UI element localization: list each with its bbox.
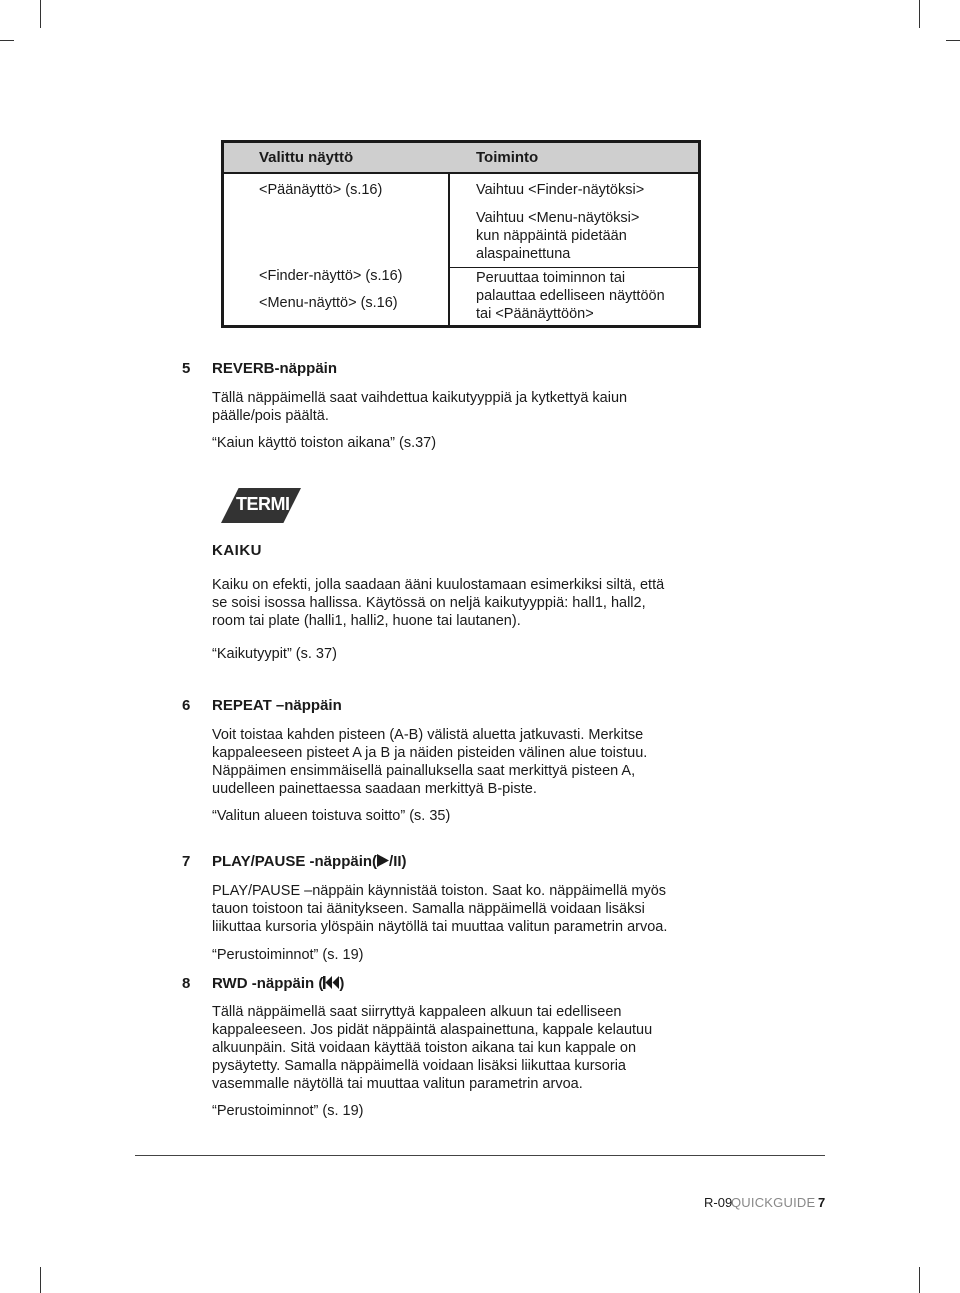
termi-badge-label: TERMI <box>236 494 290 514</box>
paragraph-line: Voit toistaa kahden pisteen (A-B) välistä aluetta jatkuvasti. Merkitse <box>212 727 644 743</box>
paragraph-line: alkuunpäin. Sitä voidaan käyttää toiston aikana tai kun kappale on <box>212 1040 637 1056</box>
crop-mark <box>919 1267 920 1293</box>
play-icon <box>377 854 389 867</box>
section-heading: REVERB-näppäin <box>212 360 338 377</box>
table-header-col1: Valittu näyttö <box>259 149 354 166</box>
crop-mark <box>0 40 14 41</box>
table-cell: <Päänäyttö> (s.16) <box>259 182 383 198</box>
paragraph-line: PLAY/PAUSE –näppäin käynnistää toiston. Saat ko. näppäimellä myös <box>212 883 667 899</box>
paragraph-line: uudelleen painettaessa saadaan merkittyä B-piste. <box>212 781 537 797</box>
table-cell: <Menu-näyttö> (s.16) <box>259 295 398 311</box>
paragraph-line: Näppäimen ensimmäisellä painalluksella saat merkittyä pisteen A, <box>212 763 636 779</box>
paragraph-line: vasemmalle näytöllä tai muuttaa valitun parametrin arvoa. <box>212 1076 583 1092</box>
section-heading <box>212 975 344 992</box>
screen-function-table <box>221 140 701 328</box>
table-header-col2: Toiminto <box>476 149 539 166</box>
page-number: 7 <box>818 1195 826 1210</box>
paragraph-line: se soisi isossa hallissa. Käytössä on neljä kaikutyyppiä: hall1, hall2, <box>212 595 646 611</box>
section-heading-end: ) <box>339 975 345 992</box>
rewind-icon <box>323 976 339 989</box>
table-cell: kun näppäintä pidetään <box>476 228 627 244</box>
section-heading: REPEAT –näppäin <box>212 697 342 714</box>
footer-guide: QUICKGUIDE <box>731 1195 816 1210</box>
crop-mark <box>919 0 920 28</box>
cross-reference: “Valitun alueen toistuva soitto” (s. 35) <box>212 808 451 824</box>
paragraph-line: tauon toistoon tai äänitykseen. Samalla näppäimellä voidaan lisäksi <box>212 901 645 917</box>
section-heading-text: PLAY/PAUSE -näppäin( <box>212 853 378 870</box>
table-column-divider <box>448 174 450 325</box>
paragraph-line: Tällä näppäimellä saat vaihdettua kaikutyyppiä ja kytkettyä kaiun <box>212 390 628 406</box>
pause-icon: /II) <box>389 853 407 870</box>
table-cell: Peruuttaa toiminnon tai <box>476 270 626 286</box>
section-heading <box>212 853 407 870</box>
footer-brand: R-09 <box>704 1195 733 1210</box>
paragraph-line: Kaiku on efekti, jolla saadaan ääni kuulostamaan esimerkiksi siltä, että <box>212 577 665 593</box>
paragraph-line: päälle/pois päältä. <box>212 408 329 424</box>
cross-reference: “Perustoiminnot” (s. 19) <box>212 947 364 963</box>
section-number: 8 <box>182 975 191 992</box>
crop-mark <box>40 1267 41 1293</box>
table-header <box>224 143 698 174</box>
paragraph-line: Tällä näppäimellä saat siirryttyä kappaleen alkuun tai edelliseen <box>212 1004 622 1020</box>
footer-rule <box>135 1155 825 1156</box>
paragraph-line: kappaleeseen. Jos pidät näppäintä alaspainettuna, kappale kelautuu <box>212 1022 653 1038</box>
table-cell: <Finder-näyttö> (s.16) <box>259 268 403 284</box>
cross-reference: “Kaikutyypit” (s. 37) <box>212 646 337 662</box>
section-number: 6 <box>182 697 191 714</box>
paragraph-line: room tai plate (halli1, halli2, huone tai lautanen). <box>212 613 521 629</box>
term-heading: KAIKU <box>212 542 262 559</box>
crop-mark <box>946 40 960 41</box>
paragraph-line: liikuttaa kursoria ylöspäin näytöllä tai muuttaa valitun parametrin arvoa. <box>212 919 668 935</box>
section-number: 7 <box>182 853 191 870</box>
table-cell: Vaihtuu <Menu-näytöksi> <box>476 210 640 226</box>
paragraph-line: pysäytetty. Samalla näppäimellä voidaan lisäksi liikuttaa kursoria <box>212 1058 626 1074</box>
section-heading-text: RWD -näppäin ( <box>212 975 324 992</box>
section-number: 5 <box>182 360 191 377</box>
table-cell: tai <Päänäyttöön> <box>476 306 594 322</box>
table-cell: palauttaa edelliseen näyttöön <box>476 288 665 304</box>
cross-reference: “Perustoiminnot” (s. 19) <box>212 1103 364 1119</box>
table-cell: alaspainettuna <box>476 246 571 262</box>
cross-reference: “Kaiun käyttö toiston aikana” (s.37) <box>212 435 437 451</box>
table-row-divider <box>448 267 698 268</box>
paragraph-line: kappaleeseen pisteet A ja B ja näiden pisteiden välinen alue toistuu. <box>212 745 648 761</box>
table-cell: Vaihtuu <Finder-näytöksi> <box>476 182 645 198</box>
crop-mark <box>40 0 41 28</box>
